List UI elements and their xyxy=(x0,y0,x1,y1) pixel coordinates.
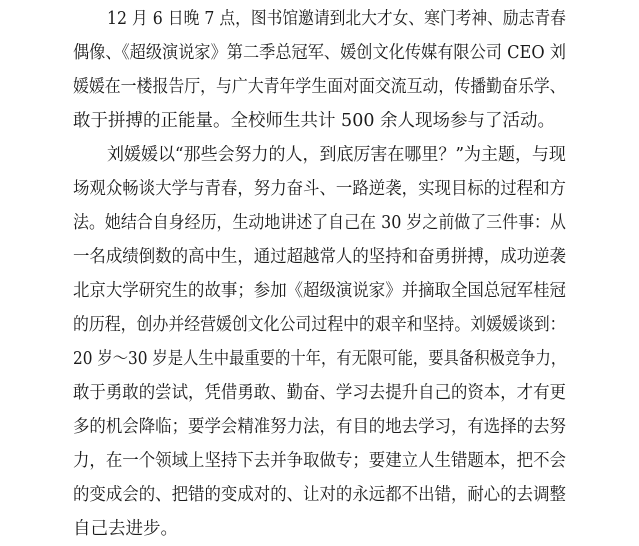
text-line: 20 岁～30 岁是人生中最重要的十年，有无限可能，要具备积极竞争力， xyxy=(73,349,567,369)
text-line: 多的机会降临；要学会精准努力法，有目的地去学习，有选择的去努 xyxy=(73,417,566,437)
text-line: 12 月 6 日晚 7 点，图书馆邀请到北大才女、寒门考神、励志青春 xyxy=(107,9,566,29)
text-line: 敢于勇敢的尝试，凭借勇敢、勤奋、学习去提升自己的资本，才有更 xyxy=(73,383,566,403)
text-line: 北京大学研究生的故事；参加《超级演说家》并摘取全国总冠军桂冠 xyxy=(73,281,566,301)
text-line: 媛媛在一楼报告厅，与广大青年学生面对面交流互动，传播勤奋乐学、 xyxy=(73,77,566,97)
text-line: 法。她结合自身经历，生动地讲述了自己在 30 岁之前做了三件事：从 xyxy=(73,213,566,233)
text-line: 的变成会的、把错的变成对的、让对的永远都不出错，耐心的去调整 xyxy=(73,485,566,505)
text-line: 敢于拼搏的正能量。全校师生共计 500 余人现场参与了活动。 xyxy=(73,111,556,131)
text-line: 力，在一个领域上坚持下去并争取做专；要建立人生错题本，把不会 xyxy=(73,451,566,471)
text-line: 的历程，创办并经营媛创文化公司过程中的艰辛和坚持。刘媛媛谈到： xyxy=(73,315,566,335)
text-line: 场观众畅谈大学与青春，努力奋斗、一路逆袭，实现目标的过程和方 xyxy=(73,179,566,199)
text-line: 刘媛媛以“那些会努力的人，到底厉害在哪里？”为主题，与现 xyxy=(107,145,566,165)
text-line: 自己去进步。 xyxy=(73,519,178,539)
text-line: 一名成绩倒数的高中生，通过超越常人的坚持和奋勇拼搏，成功逆袭 xyxy=(73,247,566,267)
text-line: 偶像、《超级演说家》第二季总冠军、媛创文化传媒有限公司 CEO 刘 xyxy=(73,43,566,63)
